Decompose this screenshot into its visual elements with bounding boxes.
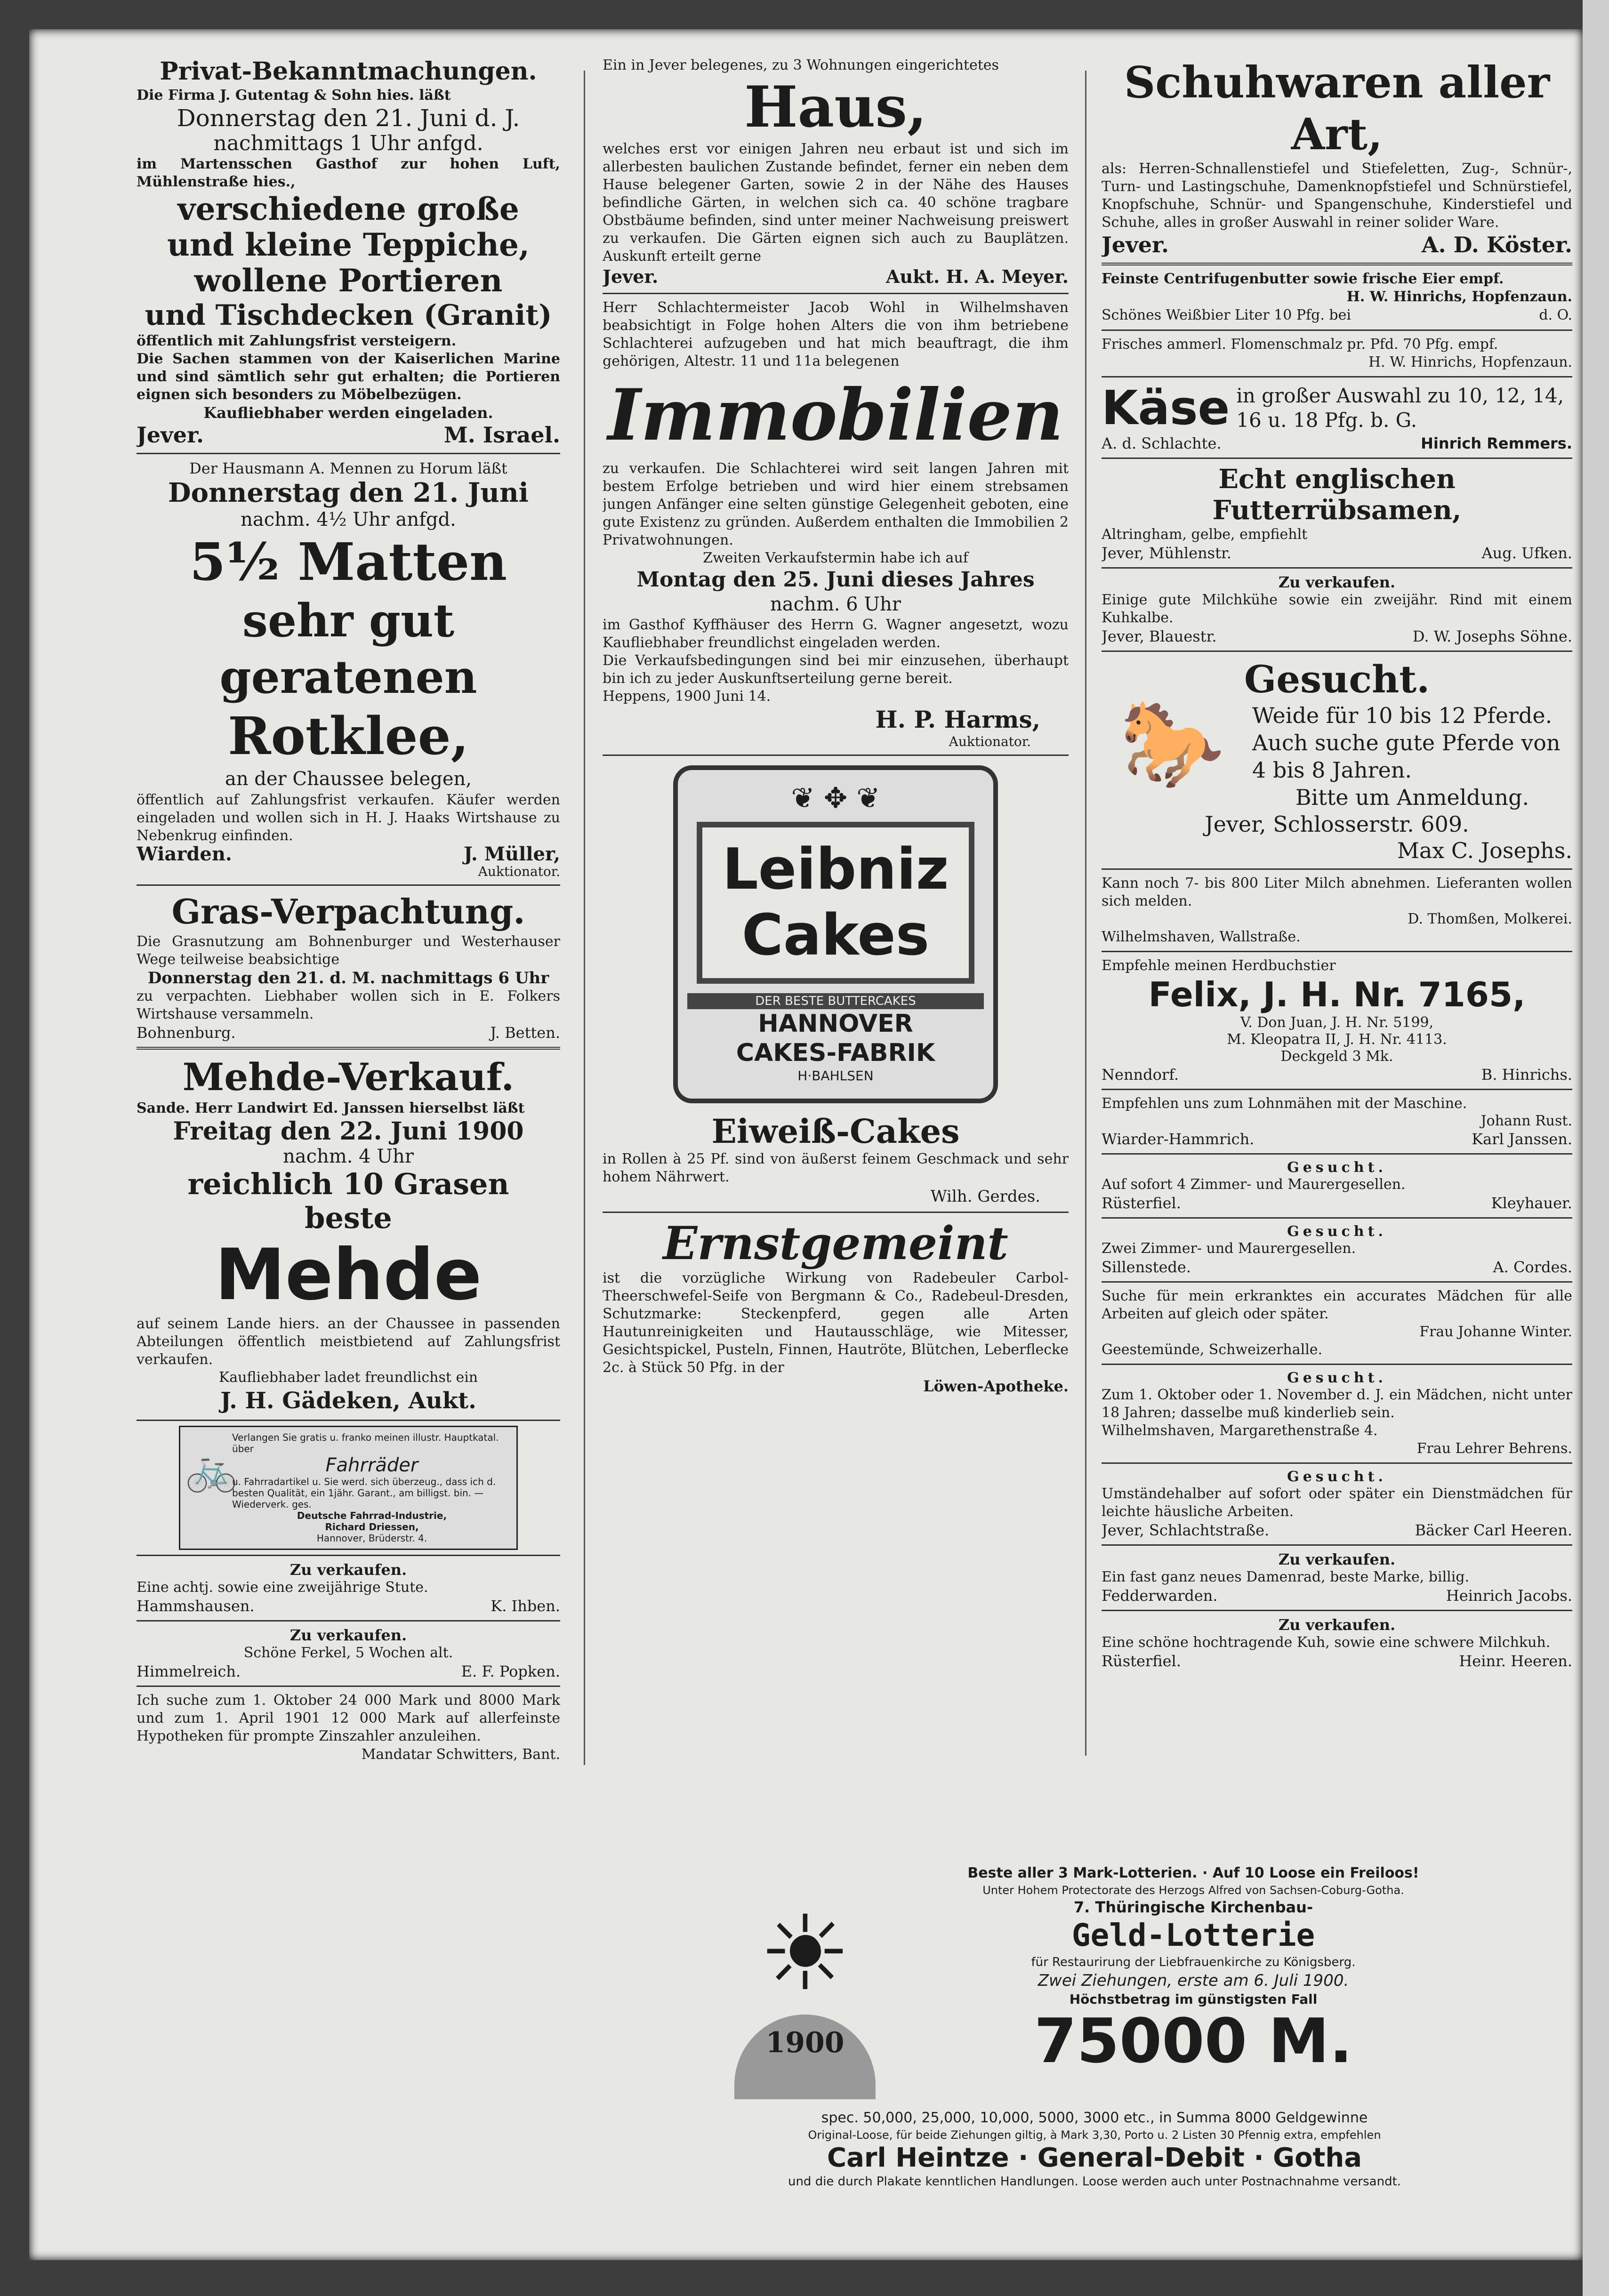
ad-text: Sande. Herr Landwirt Ed. Janssen hierselbst läßt [137,1100,525,1116]
ad-text: Altringham, gelbe, empfiehlt [1102,526,1308,543]
globe-icon [734,2015,876,2099]
place: Bohnenburg. [137,1024,236,1042]
place: A. d. Schlachte. [1102,434,1222,452]
name: Aukt. H. A. Meyer. [885,266,1069,287]
ad-text: Empfehlen uns zum Lohnmähen mit der Maschine. [1102,1095,1467,1112]
logo-text: Leibniz [722,837,949,902]
ad-text: Ich suche zum 1. Oktober 24 000 Mark und 8000 Mark und zum 1. April 1901 12 000 Mark auf allerfeinste Hypotheken für prompte Zinszahler anzuleihen. [137,1692,560,1744]
ad-text: Geestemünde, Schweizerhalle. [1102,1341,1323,1358]
ad-text: Deckgeld 3 Mk. [1280,1048,1393,1065]
ad-signature [1102,1258,1572,1276]
ad-text: für Restaurirung der Liebfrauenkirche zu Königsberg. [1031,1955,1356,1969]
ad-headline: verschiedene große [177,191,519,227]
ad-signature [603,265,1069,288]
prize-amount: 75000 M. [1034,2005,1353,2077]
ad-line [1102,306,1572,325]
ad-text: Suche für mein erkranktes ein accurates Mädchen für alle Arbeiten auf gleich oder später. [1102,1288,1572,1322]
ad-text: in Rollen à 25 Pf. sind von äußerst feinem Geschmack und sehr hohem Nährwert. [603,1151,1069,1185]
ad-text: Bitte um Anmeldung. [1295,785,1529,810]
name: B. Hinrichs. [1481,1066,1572,1084]
ad-text: Umständehalber auf sofort oder später ein Dienstmädchen für leichte häusliche Arbeiten. [1102,1485,1572,1520]
place: Nenndorf. [1102,1066,1179,1084]
ad-text: Heppens, 1900 Juni 14. [603,688,771,705]
ad-signature: Max C. Josephs. [1397,838,1572,863]
ad-headline: Carl Heintze · General-Debit · Gotha [827,2143,1362,2173]
ad-text: Kaufliebhaber ladet freundlichst ein [218,1369,478,1386]
name: Johann Rust. [1480,1113,1572,1129]
ad-signature: Löwen-Apotheke. [923,1377,1069,1395]
ad-title: Gesucht. [1287,1223,1387,1240]
ad-text: und die durch Plakate kenntlichen Handlungen. Loose werden auch unter Postnachnahme versandt. [788,2175,1401,2189]
ad-text: Verlangen Sie gratis u. franko meinen illustr. Hauptkatal. über [232,1432,499,1454]
ad-text: spec. 50,000, 25,000, 10,000, 5000, 3000 etc., in Summa 8000 Geldgewinne [821,2110,1368,2126]
name: J. Betten. [490,1024,560,1042]
column-1 [137,56,560,1764]
ad-text: u. Fahrradartikel u. Sie werd. sich überzeug., dass ich d. besten Qualität, ein 1jähr. Garant., am billigst. bin. — Wiederverk. ges. [232,1476,496,1510]
ad-text: Zwei Ziehungen, erste am 6. Juli 1900. [1038,1971,1349,1990]
name: D. W. Josephs Söhne. [1412,627,1572,645]
ad-signature [137,1023,560,1042]
ad-signature [1102,627,1572,646]
ad-headline: reichlich 10 Grasen [187,1167,509,1201]
ad-time: nachmittags 1 Uhr anfgd. [213,131,483,155]
place: Himmelreich. [137,1662,241,1680]
name: A. Cordes. [1493,1258,1572,1276]
ad-text: im Martensschen Gasthof zur hohen Luft, Mühlenstraße hies., [137,156,560,190]
ad-text: im Gasthof Kyffhäuser des Herrn G. Wagner angesetzt, wozu Kaufliebhaber freundlichst eingeladen werden. [603,617,1069,651]
ad-text: Wilhelmshaven, Margarethenstraße 4. [1102,1422,1378,1439]
section-title: Privat-Bekanntmachungen. [160,57,537,86]
lotterie-ad [706,1864,1483,2212]
owner: Richard Driessen, [325,1521,419,1533]
ad-signature [1102,1586,1572,1605]
ad-signature [1102,1521,1572,1540]
ad-text: Die Grasnutzung am Bohnenburger und Westerhauser Wege teilweise beabsichtige [137,933,560,968]
ad-time: nachm. 4 Uhr [283,1146,414,1167]
logo-city: HANNOVER [758,1010,913,1038]
ad-headline: und kleine Teppiche, [167,226,530,263]
logo-slogan: DER BESTE BUTTERCAKES [687,993,984,1009]
ad-signature: J. H. Gädeken, Aukt. [220,1388,476,1414]
place: Wiarder-Hammrich. [1102,1130,1255,1148]
ad-text: Kaufliebhaber werden eingeladen. [203,404,493,422]
ad-date: Donnerstag den 21. Juni [168,477,529,508]
ad-headline: Gesucht. [1244,657,1430,701]
ad-title: Zu verkaufen. [1278,573,1396,591]
ad-text: als: Herren-Schnallenstiefel und Stiefeletten, Zug-, Schnür-, Turn- und Lastingschuhe, Damenknopfstiefel und Schnürstiefel, Knopfschuhe, Schnür- und Spangenschuhe, Kinderstiefel und Schuhe, alles in großer Auswahl in reiner solider Ware. [1102,161,1572,231]
name: K. Ihben. [491,1597,560,1615]
ad-title: Zu verkaufen. [290,1626,407,1644]
place: Jever. [1102,232,1169,257]
ad-headline: Haus, [744,74,927,140]
ad-text: Unter Hohem Protectorate des Herzogs Alfred von Sachsen-Coburg-Gotha. [982,1884,1404,1897]
sun-icon: ☀ [758,1893,852,2014]
ad-date: Donnerstag den 21. Juni d. J. [177,104,520,132]
ad-date: Freitag den 22. Juni 1900 [173,1117,524,1146]
name: M. Israel. [443,422,560,448]
ad-headline: beste [305,1201,392,1235]
ad-text: Beste aller 3 Mark-Lotterien. · Auf 10 Loose ein Freiloos! [967,1865,1419,1881]
ad-text: öffentlich mit Zahlungsfrist versteigern. [137,333,457,349]
ad-text: Höchstbetrag im günstigsten Fall [1069,1991,1318,2007]
leibniz-logo [673,765,998,1103]
sun-emblem [706,1892,904,2137]
company: Deutsche Fahrrad-Industrie, [297,1510,447,1521]
logo-text: Cakes [741,903,930,968]
ad-signature: Wilh. Gerdes. [930,1187,1040,1206]
horse-icon: 🐎 [1119,695,1225,793]
ad-signature [1102,232,1572,258]
ad-headline: Geld-Lotterie [1071,1917,1315,1953]
ad-headline: Eiweiß-Cakes [711,1112,960,1151]
ad-headline: sehr gut geratenen [219,594,477,704]
name: Frau Johanne Winter. [1419,1324,1572,1340]
column-3 [1102,56,1572,1670]
name: J. Müller, [464,843,560,865]
page-edge [1583,0,1609,2296]
fahrrad-ad [179,1426,518,1550]
ad-signature: H. W. Hinrichs, Hopfenzaun. [1368,354,1572,370]
ad-headline: Gras-Verpachtung. [171,891,525,931]
ad-text: M. Kleopatra II, J. H. Nr. 4113. [1227,1031,1447,1048]
ad-title: Zu verkaufen. [1278,1616,1396,1634]
column-2 [603,56,1069,1396]
ad-text: zu verpachten. Liebhaber wollen sich in E. Folkers Wirtshause versammeln. [137,988,560,1022]
ad-date: Montag den 25. Juni dieses Jahres [636,568,1035,592]
place: Hammshausen. [137,1597,255,1615]
ad-headline: Käse [1102,380,1230,435]
ad-text: Die Verkaufsbedingungen sind bei mir einzusehen, überhaupt bin ich zu jeder Auskunftserteilung gerne bereit. [603,652,1069,687]
ad-text: Die Sachen stammen von der Kaiserlichen Marine und sind sämtlich sehr gut erhalten; die Portieren eignen sich besonders zu Möbelbezügen. [137,351,560,403]
ad-signature: D. Thomßen, Molkerei. [1408,911,1572,927]
ad-text: Ein fast ganz neues Damenrad, beste Marke, billig. [1102,1569,1470,1585]
ad-text: Kann noch 7- bis 800 Liter Milch abnehmen. Lieferanten wollen sich melden. [1102,875,1572,909]
ad-title: Gesucht. [1287,1370,1387,1386]
ad-signature [1102,544,1572,562]
ad-text: Zum 1. Oktober oder 1. November d. J. ein Mädchen, nicht unter 18 Jahren; dasselbe muß kinderlieb sein. [1102,1387,1572,1421]
ad-signature [1102,1652,1572,1670]
ad-signature: H. W. Hinrichs, Hopfenzaun. [1346,289,1572,305]
ad-headline: Immobilien [608,374,1063,457]
unicycle-rider-icon: 🚲 [185,1445,238,1494]
ad-signature [1102,1130,1572,1148]
ad-time: nachm. 6 Uhr [770,594,901,615]
ad-title: Gesucht. [1287,1469,1387,1485]
ad-text: Der Hausmann A. Mennen zu Horum läßt [189,459,507,477]
place: Jever, Schlachtstraße. [1102,1521,1270,1539]
place: Sillenstede. [1102,1258,1191,1276]
ad-signature [137,845,560,864]
place: Jever. [137,422,204,448]
column-rule [584,71,585,1765]
ad-headline: Echt englischen Futterrübsamen, [1212,464,1462,526]
ad-text: Feinste Centrifugenbutter sowie frische Eier empf. [1102,271,1504,287]
name: Heinr. Heeren. [1459,1652,1572,1670]
name: Frau Lehrer Behrens. [1416,1440,1572,1457]
name: Aug. Ufken. [1481,544,1572,562]
ad-headline: Fahrräder [325,1454,418,1476]
ad-text: Schöne Ferkel, 5 Wochen alt. [243,1645,453,1661]
ad-text: Schönes Weißbier Liter 10 Pfg. bei [1102,307,1351,323]
ad-text: öffentlich auf Zahlungsfrist verkaufen. Käufer werden eingeladen und wollen sich in H. J. Haaks Wirtshause zu Nebenkrug einfinden. [137,792,560,844]
globe-year: 1900 [765,2026,845,2059]
ad-time: nachm. 4½ Uhr anfgd. [241,509,456,530]
ad-signature: Mandatar Schwitters, Bant. [361,1746,560,1763]
ad-text: Empfehle meinen Herdbuchstier [1102,957,1336,974]
ad-text: Wilhelmshaven, Wallstraße. [1102,929,1301,945]
ad-text: ist die vorzügliche Wirkung von Radebeuler Carbol-Theerschwefel-Seife von Bergmann & Co., Radebeul-Dresden, Schutzmarke: Steckenpferd, gegen alle Arten Hautunreinigkeiten und Hautausschläge, wie Mitesser, Gesichtspickel, Pusteln, Finnen, Hautröte, Blütchen, Leberflecke 2c. à Stück 50 Pfg. in der [603,1270,1069,1376]
ad-text: Eine schöne hochtragende Kuh, sowie eine schwere Milchkuh. [1102,1634,1551,1651]
place: Wiarden. [137,843,232,865]
ad-signature [1102,1194,1572,1212]
ad-text: Auch suche gute Pferde von 4 bis 8 Jahren. [1252,730,1561,783]
title: Auktionator. [949,734,1031,749]
ad-signature [137,1597,560,1615]
ad-text: Auf sofort 4 Zimmer- und Maurergesellen. [1102,1176,1406,1193]
ad-signature [1102,434,1572,453]
ad-headline: und Tischdecken (Granit) [145,299,552,332]
place: Fedderwarden. [1102,1587,1218,1605]
ad-text: Original-Loose, für beide Ziehungen giltig, à Mark 3,30, Porto u. 2 Listen 30 Pfennig extra, empfehlen [808,2128,1381,2142]
ad-signature [1102,1065,1572,1084]
ad-headline-big: Mehde [215,1234,482,1316]
name: Hinrich Remmers. [1421,434,1572,452]
ad-text: welches erst vor einigen Jahren neu erbaut ist und sich im allerbesten baulichen Zustande befindet, ferner ein neben dem Hause belegener Garten, sowie 2 in der Nähe des Hauses befindliche Gärten, in welchen sich ca. 40 schöne tragbare Obstbäume befinden, sind unter meiner Nachweisung preiswert zu verkaufen. Die Gärten eignen sich auch zu Bauplätzen. Auskunft erteilt gerne [603,141,1069,265]
ad-text: Herr Schlachtermeister Jacob Wohl in Wilhelmshaven beabsichtigt in Folge hohen Alters die von ihm betriebene Schlachterei aufzugeben und hat mich beauftragt, die ihm gehörigen, Altestr. 11 und 11a belegenen [603,299,1069,369]
ad-text: Weide für 10 bis 12 Pferde. [1252,703,1553,728]
ad-headline: Felix, J. H. Nr. 7165, [1148,975,1526,1014]
ornament-icon: ❦ ✥ ❦ [791,782,880,815]
name: Karl Janssen. [1472,1130,1572,1148]
name: Heinrich Jacobs. [1446,1587,1572,1605]
kaese-ad [1102,382,1572,434]
ad-text: 7. Thüringische Kirchenbau- [1073,1898,1313,1916]
ad-signature: H. P. Harms, [875,706,1040,733]
ad-signature [137,422,560,448]
ad-headline: wollene Portieren [194,262,503,299]
place: Jever, Blauestr. [1102,627,1217,645]
ad-text: Die Firma J. Gutentag & Sohn hies. läßt [137,87,451,104]
ad-text: Zweiten Verkaufstermin habe ich auf [703,550,968,566]
column-rule [1085,71,1086,1756]
name: Bäcker Carl Heeren. [1415,1521,1572,1539]
logo-factory: CAKES-FABRIK [736,1039,935,1067]
ad-title: Zu verkaufen. [290,1561,407,1579]
ad-title: Gesucht. [1287,1159,1387,1176]
ad-headline: 5½ Matten [189,531,507,592]
ad-text: Eine achtj. sowie eine zweijährige Stute. [137,1579,428,1596]
ad-title: Zu verkaufen. [1278,1550,1396,1568]
place: Rüsterfiel. [1102,1652,1181,1670]
logo-owner: H·BAHLSEN [797,1068,874,1084]
place: Jever, Mühlenstr. [1102,544,1231,562]
place: Rüsterfiel. [1102,1194,1181,1212]
ad-text: V. Don Juan, J. H. Nr. 5199, [1240,1014,1434,1031]
ad-headline: Mehde-Verkauf. [182,1055,515,1099]
name: A. D. Köster. [1421,232,1572,257]
ad-text: Frisches ammerl. Flomenschmalz pr. Pfd. 70 Pfg. empf. [1102,336,1498,353]
ad-text: zu verkaufen. Die Schlachterei wird seit langen Jahren mit bestem Erfolge betrieben und wird hier einem strebsamen jungen Anfänger eine selten günstige Gelegenheit geboten, eine gute Existenz zu gründen. Außerdem enthalten die Immobilien 2 Privatwohnungen. [603,460,1069,548]
ad-headline: Rotklee, [228,706,469,766]
ad-text: an der Chaussee belegen, [225,768,472,790]
name: Kleyhauer. [1491,1194,1572,1212]
ad-text: Zwei Zimmer- und Maurergesellen. [1102,1240,1356,1257]
ad-text: Einige gute Milchkühe sowie ein zweijähr. Rind mit einem Kuhkalbe. [1102,592,1572,626]
horse-ad [1102,695,1572,811]
ad-text: auf seinem Lande hiers. an der Chaussee in passenden Abteilungen öffentlich meistbietend auf Zahlungsfrist verkaufen. [137,1316,560,1368]
ad-headline: Ernstgemeint [663,1217,1008,1270]
ad-address: Jever, Schlosserstr. 609. [1205,811,1469,837]
address: Hannover, Brüderstr. 4. [316,1533,427,1544]
ad-text: Ein in Jever belegenes, zu 3 Wohnungen eingerichtetes [603,57,999,73]
ad-text: in großer Auswahl zu 10, 12, 14, 16 u. 18 Pfg. b. G. [1236,384,1564,432]
place: Jever. [603,266,659,287]
name: d. O. [1539,307,1572,323]
name: E. F. Popken. [461,1662,560,1680]
ad-headline: Schuhwaren aller Art, [1124,57,1550,160]
title: Auktionator. [478,864,560,879]
ad-signature [137,1662,560,1681]
ad-date: Donnerstag den 21. d. M. nachmittags 6 Uhr [147,969,549,987]
